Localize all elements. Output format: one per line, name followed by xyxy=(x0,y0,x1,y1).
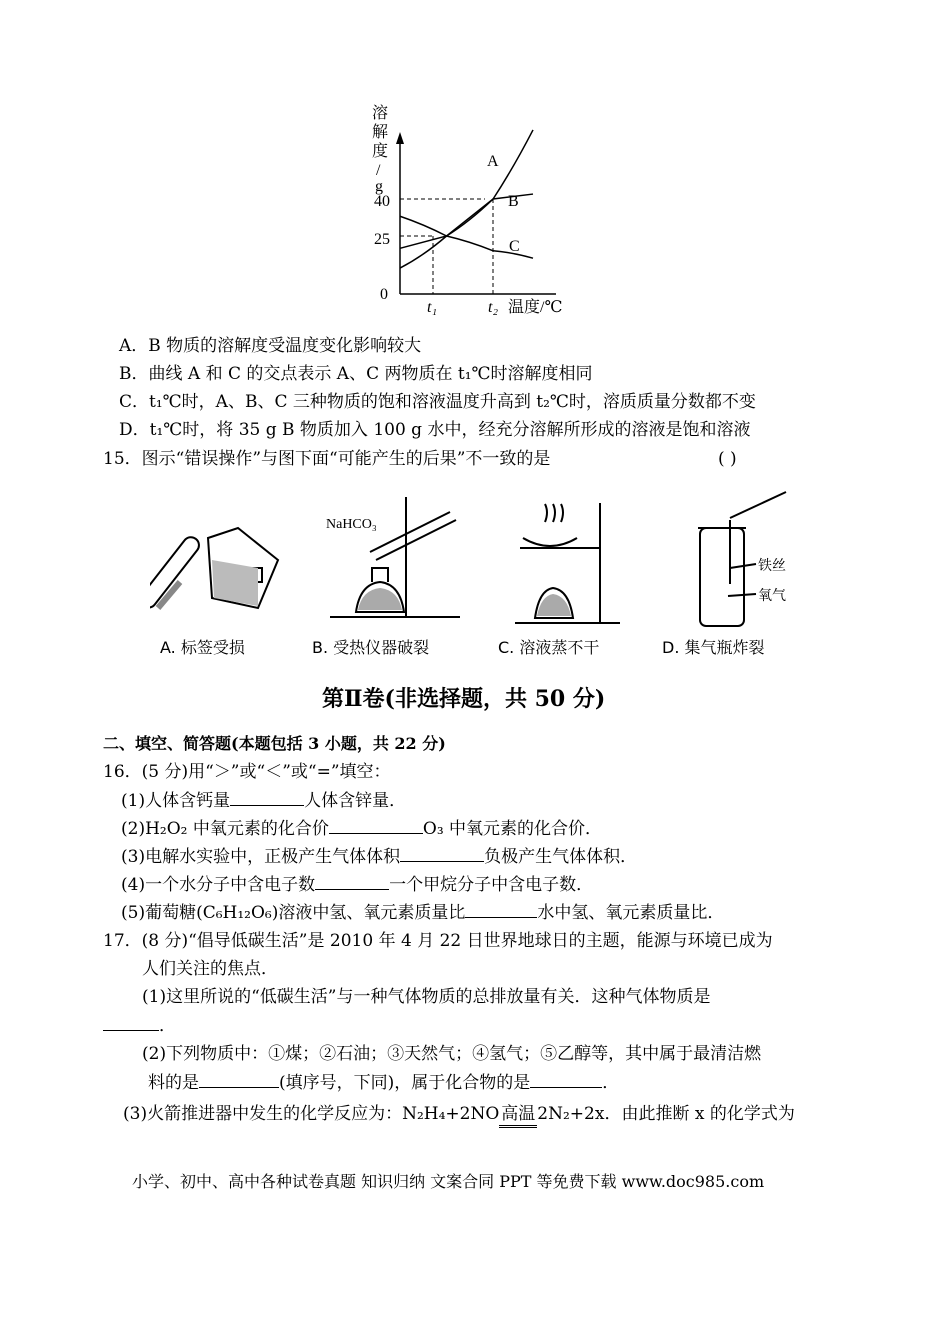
iron-wire-label: 铁丝 xyxy=(758,559,786,574)
q17-part3-text-a: (3)火箭推进器中发生的化学反应为：N₂H₄+2NO xyxy=(123,1104,500,1124)
q17-part2-text-a: 料的是 xyxy=(148,1073,199,1093)
y-label-char: 解 xyxy=(372,124,389,141)
q17-part1-period: ． xyxy=(159,1016,176,1036)
q17-part3 xyxy=(123,1103,795,1128)
curve-label-B: B xyxy=(508,193,519,210)
curve-label-C: C xyxy=(509,238,520,255)
q17-part1-end xyxy=(103,1014,176,1037)
y-tick-label: 40 xyxy=(374,193,390,210)
q16-item-4-right: 一个甲烷分子中含电子数． xyxy=(389,875,594,895)
origin-label: 0 xyxy=(380,286,388,303)
answer-blank[interactable] xyxy=(400,845,484,862)
figure-a-pouring xyxy=(150,520,300,620)
guide-lines xyxy=(400,199,493,294)
q16-item-3-right: 负极产生气体体积． xyxy=(484,847,638,867)
q17-part2-line1: (2)下列物质中：①煤；②石油；③天然气；④氢气；⑤乙醇等，其中属于最清洁燃 xyxy=(142,1044,762,1064)
q17-part2-text-b: (填序号，下同)，属于化合物的是 xyxy=(279,1073,531,1093)
y-label-char: 度 xyxy=(372,143,389,160)
solubility-chart xyxy=(360,98,590,320)
figure-b-heating xyxy=(320,492,470,627)
nahco3-label: NaHCO₃ xyxy=(326,517,377,532)
page-footer: 小学、初中、高中各种试卷真题 知识归纳 文案合同 PPT 等免费下载 www.doc985.com xyxy=(132,1172,765,1191)
caption-c: C. 溶液蒸不干 xyxy=(498,638,600,657)
caption-b: B. 受热仪器破裂 xyxy=(312,638,430,657)
reaction-condition-text: 高温 xyxy=(501,1104,536,1124)
section2-title: 二、填空、简答题(本题包括 3 小题，共 22 分) xyxy=(103,734,446,753)
y-label-char: / xyxy=(376,162,381,179)
oxygen-label: 氧气 xyxy=(758,589,786,604)
q16-item-3 xyxy=(121,845,637,868)
q17-part1: (1)这里所说的“低碳生活”与一种气体物质的总排放量有关．这种气体物质是 xyxy=(142,987,711,1007)
q16-item-5-left: (5)葡萄糖(C₆H₁₂O₆)溶液中氢、氧元素质量比 xyxy=(121,903,466,923)
x-tick-label: t₁ xyxy=(427,299,438,316)
answer-blank[interactable] xyxy=(315,873,389,890)
q16-item-1 xyxy=(121,789,406,812)
answer-blank[interactable] xyxy=(465,901,537,918)
figure-c-evaporating xyxy=(505,498,635,628)
q16-item-5 xyxy=(121,901,724,924)
q16-item-2 xyxy=(121,817,602,840)
q16-item-4-left: (4)一个水分子中含电子数 xyxy=(121,875,316,895)
q17-part2-text-c: ． xyxy=(602,1073,620,1093)
q14-option-d: D．t₁℃时，将 35 g B 物质加入 100 g 水中，经充分溶解所形成的溶液是饱和溶液 xyxy=(119,420,751,440)
q17-part3-text-b: 2N₂+2x．由此推断 x 的化学式为 xyxy=(537,1104,795,1124)
caption-d: D. 集气瓶炸裂 xyxy=(662,638,765,657)
y-label-char: 溶 xyxy=(372,105,389,122)
q16-item-4 xyxy=(121,873,593,896)
q14-option-c: C．t₁℃时，A、B、C 三种物质的饱和溶液温度升高到 t₂℃时，溶质质量分数都不变 xyxy=(119,392,756,412)
curve-label-A: A xyxy=(487,153,499,170)
answer-blank[interactable] xyxy=(199,1071,279,1088)
answer-blank[interactable] xyxy=(103,1014,159,1031)
answer-blank[interactable] xyxy=(230,789,304,806)
x-axis-label: 温度/℃ xyxy=(508,299,563,316)
x-tick-label: t₂ xyxy=(488,299,499,316)
q17-part2-line2 xyxy=(148,1071,619,1094)
q16-item-1-right: 人体含锌量． xyxy=(304,791,407,811)
q16-item-3-left: (3)电解水实验中，正极产生气体体积 xyxy=(121,847,401,867)
q17-stem-line2: 人们关注的焦点． xyxy=(142,959,278,979)
answer-blank[interactable] xyxy=(329,817,423,834)
q15-stem: 15．图示“错误操作”与图下面“可能产生的后果”不一致的是 xyxy=(103,449,551,469)
q16-item-2-right: O₃ 中氧元素的化合价． xyxy=(422,819,603,839)
q14-option-a: A．B 物质的溶解度受温度变化影响较大 xyxy=(119,336,422,356)
reaction-condition xyxy=(499,1103,537,1128)
part2-title: 第Ⅱ卷(非选择题，共 50 分) xyxy=(322,686,606,712)
q17-stem-line1: 17．(8 分)“倡导低碳生活”是 2010 年 4 月 22 日世界地球日的主题，能源与环境已成为 xyxy=(103,931,773,951)
q16-item-1-left: (1)人体含钙量 xyxy=(121,791,231,811)
y-tick-label: 25 xyxy=(374,231,390,248)
q14-option-b: B．曲线 A 和 C 的交点表示 A、C 两物质在 t₁℃时溶解度相同 xyxy=(119,364,593,384)
q16-stem: 16．(5 分)用“＞”或“＜”或“=”填空： xyxy=(103,762,391,782)
figure-d-gas-jar xyxy=(690,488,810,628)
caption-a: A. 标签受损 xyxy=(160,638,245,657)
y-label-char: g xyxy=(375,178,383,195)
q15-answer-bracket: ( ) xyxy=(718,449,737,469)
q16-item-5-right: 水中氢、氧元素质量比． xyxy=(537,903,725,923)
answer-blank[interactable] xyxy=(530,1071,602,1088)
y-axis-arrow xyxy=(396,132,404,144)
q16-item-2-left: (2)H₂O₂ 中氧元素的化合价 xyxy=(121,819,329,839)
